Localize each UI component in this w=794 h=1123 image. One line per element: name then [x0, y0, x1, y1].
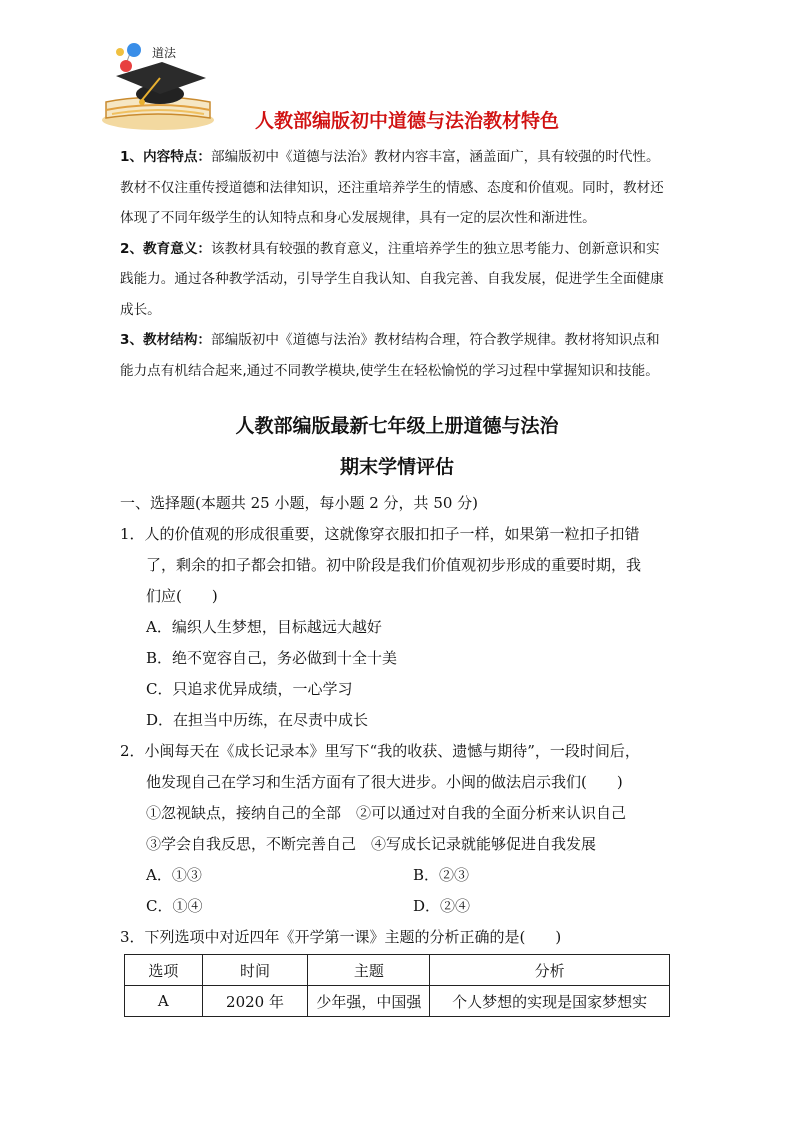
question-1-option-b: B．绝不宽容自己，务必做到十全十美 [146, 649, 398, 667]
exam-subtitle: 期末学情评估 [339, 456, 454, 478]
exam-body [120, 488, 680, 953]
intro-text: 部编版初中《道德与法治》教材内容丰富，涵盖面广，具有较强的时代性。 [211, 149, 660, 165]
table-cell: 个人梦想的实现是国家梦想实 [430, 986, 670, 1017]
table-header-row [125, 955, 670, 986]
question-1-option-a: A．编织人生梦想，目标越远大越好 [146, 618, 382, 636]
intro-line: 践能力。通过各种教学活动，引导学生自我认知、自我完善、自我发展，促进学生全面健康 [120, 271, 664, 287]
page-title: 人教部编版初中道德与法治教材特色 [254, 110, 559, 132]
question-2-line: 他发现自己在学习和生活方面有了很大进步。小闽的做法启示我们( ) [146, 773, 623, 791]
intro-label: 3、教材结构： [120, 332, 212, 348]
intro-paragraph-2 [120, 234, 680, 265]
question-1-line: 1．人的价值观的形成很重要，这就像穿衣服扣扣子一样，如果第一粒扣子扣错 [120, 525, 640, 543]
logo-label: 道法 [152, 46, 177, 60]
exam-title: 人教部编版最新七年级上册道德与法治 [235, 415, 559, 437]
question-2-option-b: B．②③ [413, 866, 470, 884]
question-2-option-d: D．②④ [413, 897, 471, 915]
table-cell: 2020 年 [202, 986, 308, 1017]
intro-line: 能力点有机结合起来,通过不同教学模块,使学生在轻松愉悦的学习过程中掌握知识和技能。 [120, 362, 659, 379]
question-1-line: 了，剩余的扣子都会扣错。初中阶段是我们价值观初步形成的重要时期，我 [146, 556, 642, 574]
question-2-options-row [120, 860, 680, 891]
table-row [125, 986, 670, 1017]
intro-line: 体现了不同年级学生的认知特点和身心发展规律，具有一定的层次性和渐进性。 [120, 210, 596, 226]
intro-paragraph-3 [120, 325, 680, 356]
intro-text: 部编版初中《道德与法治》教材结构合理，符合教学规律。教材将知识点和 [211, 332, 660, 348]
question-2-statement: ①忽视缺点，接纳自己的全部 ②可以通过对自我的全面分析来认识自己 [146, 804, 627, 822]
question-3-stem: 3．下列选项中对近四年《开学第一课》主题的分析正确的是( ) [120, 928, 562, 946]
question-2-options-row [120, 891, 680, 922]
question-1-option-c: C．只追求优异成绩，一心学习 [146, 680, 353, 698]
intro-line: 教材不仅注重传授道德和法律知识，还注重培养学生的情感、态度和价值观。同时，教材还 [120, 179, 664, 196]
question-2-statement: ③学会自我反思，不断完善自己 ④写成长记录就能够促进自我发展 [146, 835, 597, 853]
intro-section [120, 142, 680, 386]
question-2-option-a: A．①③ [146, 866, 202, 884]
intro-paragraph-1 [120, 142, 680, 173]
table-cell: A [125, 986, 203, 1017]
intro-label: 1、内容特点： [120, 149, 212, 165]
table-header-cell: 主题 [308, 955, 430, 986]
intro-line: 成长。 [120, 301, 161, 318]
table-header-cell: 分析 [430, 955, 670, 986]
section-heading: 一、选择题(本题共 25 小题，每小题 2 分，共 50 分) [120, 494, 479, 512]
table-header-cell: 选项 [125, 955, 203, 986]
table-cell: 少年强，中国强 [308, 986, 430, 1017]
question-2-line: 2．小闽每天在《成长记录本》里写下“我的收获、遗憾与期待”，一段时间后， [120, 742, 640, 760]
question-1-line: 们应( ) [146, 587, 218, 605]
question-1-option-d: D．在担当中历练，在尽责中成长 [146, 711, 369, 729]
question-3-table [124, 954, 670, 1017]
intro-label: 2、教育意义： [120, 240, 212, 257]
question-2-option-c: C．①④ [146, 897, 203, 915]
table-header-cell: 时间 [202, 955, 308, 986]
intro-text: 该教材具有较强的教育意义，注重培养学生的独立思考能力、创新意识和实 [211, 240, 660, 257]
